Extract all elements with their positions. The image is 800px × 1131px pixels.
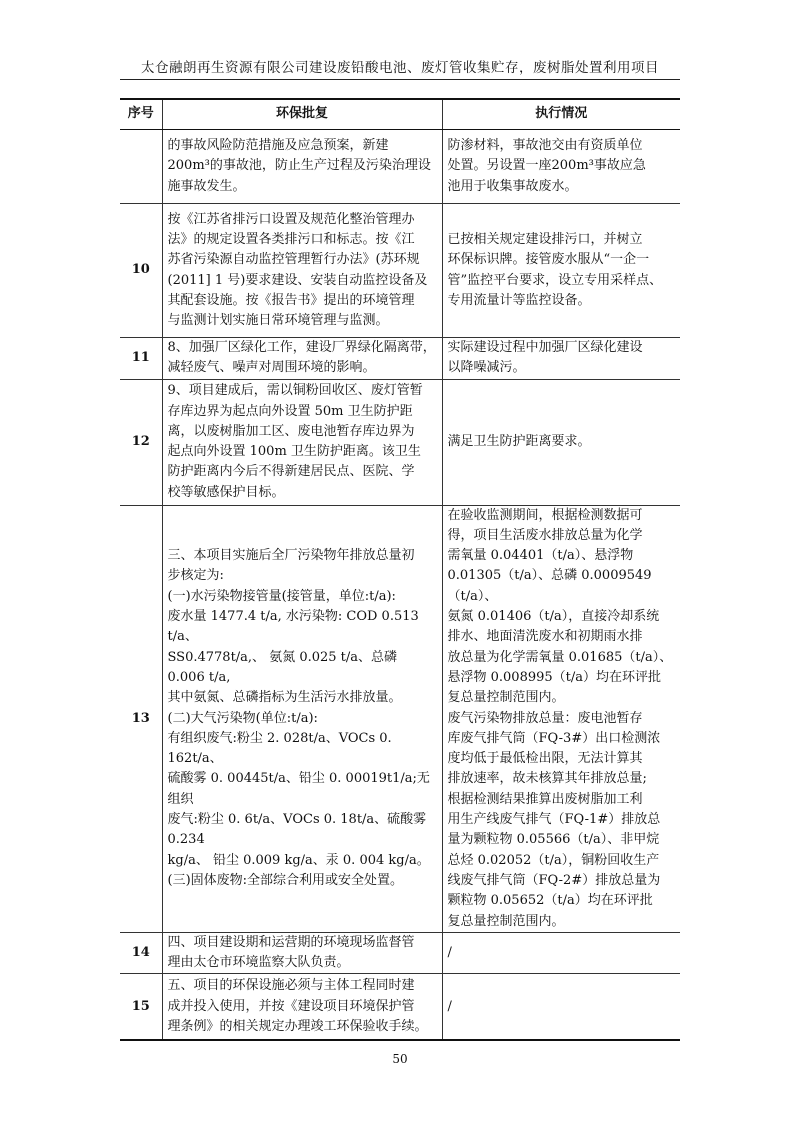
text-line: 校等敏感保护目标。 — [167, 484, 285, 500]
status-cell — [442, 974, 680, 1040]
table-row — [120, 505, 680, 932]
text-line: 四、项目建设期和运营期的环境现场监督管 — [167, 934, 415, 950]
column-header-no: 序号 — [120, 99, 162, 130]
approval-cell — [162, 505, 442, 932]
table-row — [120, 974, 680, 1040]
text-line: 废气污染物排放总量：废电池暂存 — [447, 710, 643, 726]
text-line: 处置。另设置一座200m³事故应急 — [447, 158, 646, 174]
text-line: 库废气排气筒（FQ-3#）出口检测浓 — [447, 730, 661, 746]
text-line: 总烃 0.02052（t/a），铜粉回收生产 — [447, 852, 660, 868]
row-number: 13 — [120, 505, 162, 932]
header-rule — [120, 79, 680, 80]
approval-cell — [162, 338, 442, 380]
text-line: 理条例》的相关规定办理竣工环保验收手续。 — [167, 1018, 428, 1034]
text-line: 的事故风险防范措施及应急预案，新建 — [167, 138, 389, 154]
approval-cell — [162, 204, 442, 338]
text-line: 步核定为: — [167, 568, 224, 584]
approval-cell — [162, 932, 442, 974]
text-line: 8、加强厂区绿化工作，建设厂界绿化隔离带， — [167, 340, 436, 355]
text-line: 按《江苏省排污口设置及规范化整治管理办 — [167, 211, 415, 227]
text-line: 有组织废气:粉尘 2. 028t/a、VOCs 0. 162t/a、 — [167, 730, 392, 767]
text-line: 五、项目的环保设施必须与主体工程同时建 — [167, 978, 415, 994]
table-row — [120, 932, 680, 974]
table-row — [120, 204, 680, 338]
text-line: 成并投入使用，并按《建设项目环境保护管 — [167, 998, 415, 1014]
approval-cell — [162, 974, 442, 1040]
text-line: 理由太仓市环境监察大队负责。 — [167, 955, 350, 971]
text-line: 废水量 1477.4 t/a, 水污染物: COD 0.513 t/a、 — [167, 609, 419, 645]
text-line: 氨氮 0.01406（t/a），直接冷却系统 — [447, 609, 660, 625]
text-line: 排放速率，故未核算其年排放总量; — [447, 771, 647, 787]
text-line: 硫酸雾 0. 00445t/a、铅尘 0. 00019t1/a;无组织 — [167, 771, 430, 807]
text-line: 与监测计划实施日常环境管理与监测。 — [167, 313, 389, 329]
status-cell — [442, 379, 680, 505]
text-line: 线废气排气筒（FQ-2#）排放总量为 — [447, 872, 661, 888]
text-line: 复总量控制范围内。 — [447, 690, 565, 706]
text-line: 苏省污染源自动监控管理暂行办法》(苏环规 — [167, 252, 420, 268]
table-row — [120, 379, 680, 505]
page-header: 太仓融朗再生资源有限公司建设废铅酸电池、废灯管收集贮存，废树脂处置利用项目 — [141, 60, 659, 76]
text-line: (一)水污染物接管量(接管量，单位:t/a): — [167, 588, 396, 604]
text-line: 悬浮物 0.008995（t/a）均在环评批 — [447, 669, 662, 685]
text-line: (二)大气污染物(单位:t/a): — [167, 710, 318, 726]
column-header-approval: 环保批复 — [162, 99, 442, 130]
page-number: 50 — [392, 1052, 408, 1066]
text-line: 起点向外设置 100m 卫生防护距离。该卫生 — [167, 444, 421, 460]
approval-cell — [162, 379, 442, 505]
text-line: 排水、地面清洗废水和初期雨水排 — [447, 629, 643, 645]
text-line: 需氧量 0.04401（t/a）、悬浮物 — [447, 548, 634, 564]
row-number: 11 — [120, 338, 162, 380]
text-line: 防护距离内今后不得新建居民点、医院、学 — [167, 464, 415, 480]
text-line: 三、本项目实施后全厂污染物年排放总量初 — [167, 548, 415, 564]
text-line: (2011] 1 号)要求建设、安装自动监控设备及 — [167, 272, 428, 288]
row-number: 10 — [120, 204, 162, 338]
text-line: 存库边界为起点向外设置 50m 卫生防护距 — [167, 403, 413, 419]
text-line: 其中氨氮、总磷指标为生活污水排放量。 — [167, 690, 402, 706]
text-line: 实际建设过程中加强厂区绿化建设 — [447, 340, 643, 355]
text-line: 量为颗粒物 0.05566（t/a）、非甲烷 — [447, 832, 660, 848]
text-line: 满足卫生防护距离要求。 — [447, 433, 591, 449]
row-number: 12 — [120, 379, 162, 505]
status-cell — [442, 932, 680, 974]
status-cell — [442, 130, 680, 204]
text-line: 9、项目建成后，需以铜粉回收区、废灯管暂 — [167, 383, 423, 399]
row-number: 14 — [120, 932, 162, 974]
status-cell — [442, 338, 680, 380]
text-line: 度均低于最低检出限，无法计算其 — [447, 751, 643, 767]
text-line: 复总量控制范围内。 — [447, 913, 565, 929]
approval-table — [120, 98, 680, 1041]
text-line: SS0.4778t/a,、 氨氮 0.025 t/a、总磷 0.006 t/a, — [167, 649, 398, 685]
row-number: 15 — [120, 974, 162, 1040]
text-line: 防渗材料，事故池交由有资质单位 — [447, 138, 643, 154]
text-line: 减轻废气、噪声对周围环境的影响。 — [167, 360, 376, 376]
text-line: / — [447, 944, 452, 960]
column-header-status: 执行情况 — [442, 99, 680, 130]
table-row — [120, 130, 680, 204]
text-line: 用生产线废气排气（FQ-1#）排放总 — [447, 812, 661, 828]
text-line: 颗粒物 0.05652（t/a）均在环评批 — [447, 893, 653, 909]
text-line: 池用于收集事故废水。 — [447, 178, 578, 194]
row-number — [120, 130, 162, 204]
text-line: (三)固体废物:全部综合利用或安全处置。 — [167, 872, 404, 888]
text-line: 放总量为化学需氧量 0.01685（t/a）、 — [447, 649, 673, 665]
text-line: 法》的规定设置各类排污口和标志。按《江 — [167, 231, 415, 247]
text-line: 0.01305（t/a）、总磷 0.0009549（t/a）、 — [447, 568, 652, 604]
text-line: 施事故发生。 — [167, 178, 246, 194]
text-line: 已按相关规定建设排污口，并树立 — [447, 231, 643, 247]
text-line: 以降噪减污。 — [447, 360, 526, 376]
text-line: kg/a、 铅尘 0.009 kg/a、汞 0. 004 kg/a。 — [167, 852, 430, 868]
table-row — [120, 338, 680, 380]
text-line: 管”监控平台要求，设立专用采样点、 — [447, 272, 663, 288]
text-line: 专用流量计等监控设备。 — [447, 292, 591, 308]
status-cell — [442, 204, 680, 338]
text-line: 废气:粉尘 0. 6t/a、VOCs 0. 18t/a、硫酸雾 0.234 — [167, 812, 427, 848]
status-cell — [442, 505, 680, 932]
text-line: 根据检测结果推算出废树脂加工利 — [447, 791, 643, 807]
text-line: 200m³的事故池，防止生产过程及污染治理设 — [167, 158, 431, 174]
text-line: 其配套设施。按《报告书》提出的环境管理 — [167, 292, 415, 308]
text-line: 在验收监测期间，根据检测数据可 — [447, 507, 643, 523]
text-line: 离，以废树脂加工区、废电池暂存库边界为 — [167, 423, 415, 439]
text-line: 环保标识牌。接管废水服从“一企一 — [447, 252, 650, 268]
text-line: / — [447, 998, 452, 1014]
approval-cell — [162, 130, 442, 204]
table-header-row — [120, 99, 680, 130]
text-line: 得，项目生活废水排放总量为化学 — [447, 527, 643, 543]
